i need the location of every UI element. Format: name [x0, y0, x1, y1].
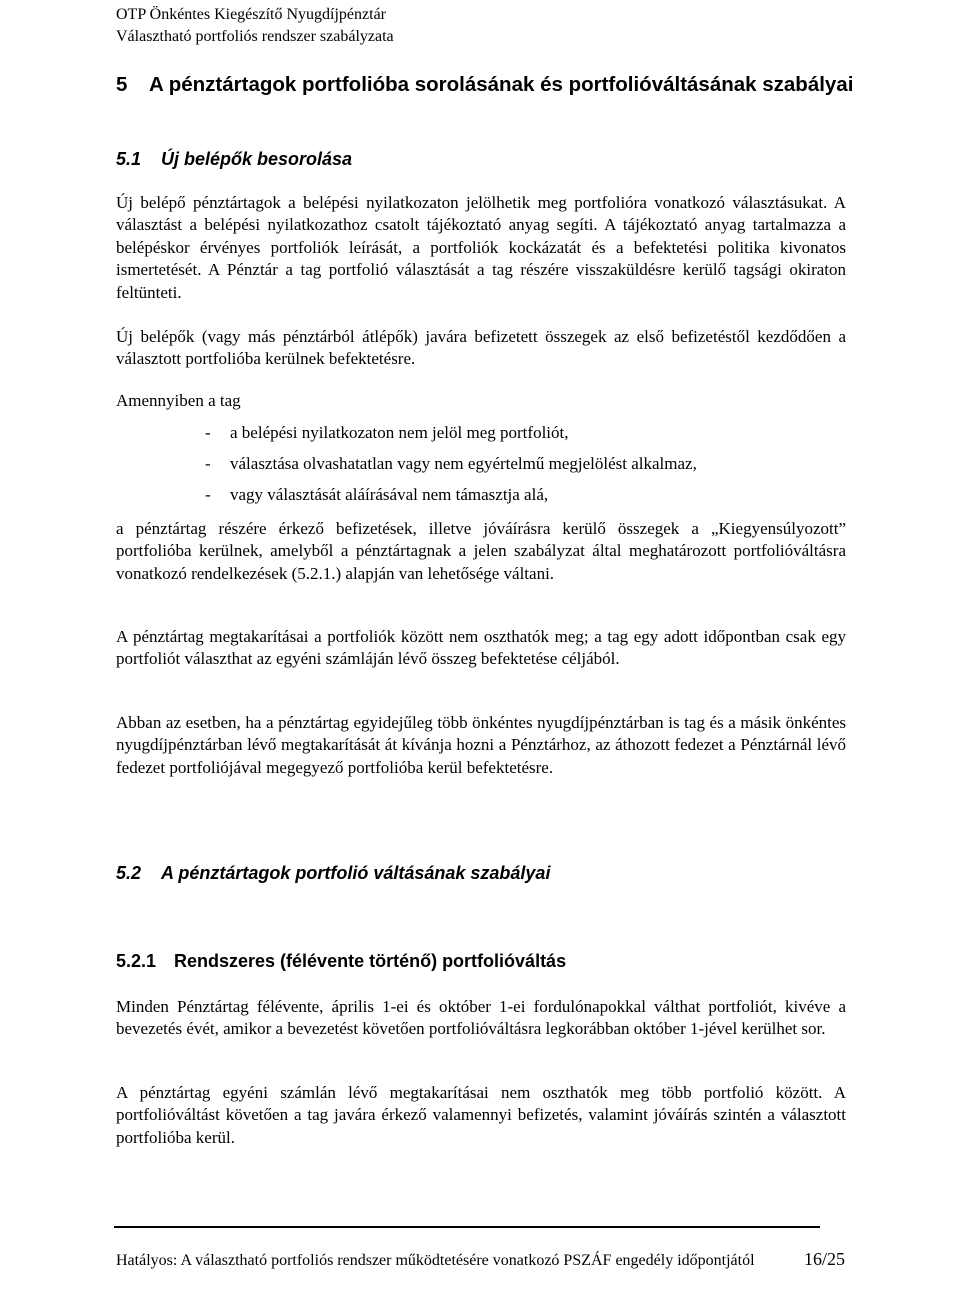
paragraph: A pénztártag megtakarításai a portfoliók között nem oszthatók meg; a tag egy adott időpontban csak egy portfoliót választhat az egyéni számláján lévő összeg befektetése céljából. [116, 627, 846, 669]
section-title: Rendszeres (félévente történő) portfolióváltás [174, 951, 567, 971]
paragraph: A pénztártag egyéni számlán lévő megtakarításai nem oszthatók meg több portfolió között. A portfolióváltást követően a tag javára érkező valamennyi befizetés, valamint jóváírás szintén a választott portfolióba kerül. [116, 1083, 846, 1147]
list-dash: - [205, 485, 211, 504]
section-5-1-heading [116, 148, 352, 170]
paragraph: a pénztártag részére érkező befizetések, illetve jóváírásra kerülő összegek a „Kiegyensúlyozott” portfolióba kerülnek, amelyből a pénztártagnak a jelen szabályzat által meghatározott portfolióváltásra vonatkozó rendelkezések (5.2.1.) alapján van lehetősége váltani. [116, 519, 846, 583]
header-fund-name: OTP Önkéntes Kiegészítő Nyugdíjpénztár [116, 6, 387, 23]
paragraph: Új belépő pénztártagok a belépési nyilatkozaton jelölhetik meg portfolióra vonatkozó választásukat. A választást a belépési nyilatkozathoz csatolt tájékoztató anyag segíti. A tájékoztató anyag tartalmazza a belépéskor érvényes portfoliók leírását, a portfoliók kockázatát és a befektetési politika kivonatos ismertetését. A Pénztár a tag portfolió választását a tag részére visszaküldésre kerülő tagsági okiraton feltünteti. [116, 193, 846, 302]
section-5-heading [116, 72, 856, 98]
section-title: A pénztártagok portfolió váltásának szabályai [161, 863, 551, 883]
list-item [205, 422, 569, 444]
list-item-text: vagy választását aláírásával nem támasztja alá, [230, 485, 549, 504]
section-number: 5.2.1 [116, 951, 157, 971]
list-item [205, 484, 548, 506]
section-number: 5.2 [116, 863, 142, 883]
paragraph: Új belépők (vagy más pénztárból átlépők) javára befizetett összegek az első befizetéstől kezdődően a választott portfolióba kerülnek befektetésre. [116, 327, 846, 369]
footer-effective-note: Hatályos: A választható portfoliós rendszer működtetésére vonatkozó PSZÁF engedély időpontjától [116, 1252, 755, 1269]
footer-divider [114, 1226, 820, 1228]
section-title: A pénztártagok portfolióba sorolásának és portfolióváltásának szabályai [149, 73, 854, 96]
section-title: Új belépők besorolása [161, 149, 353, 169]
list-item-text: a belépési nyilatkozaton nem jelöl meg portfoliót, [230, 423, 569, 442]
section-5-2-1-heading [116, 950, 566, 972]
list-dash: - [205, 454, 211, 473]
page-number: 16/25 [804, 1249, 846, 1269]
running-header [116, 4, 394, 48]
paragraph: Abban az esetben, ha a pénztártag egyidejűleg több önkéntes nyugdíjpénztárban is tag és a másik önkéntes nyugdíjpénztárban lévő megtakarítását át kívánja hozni a Pénztárhoz, az áthozott fedezet a Pénztárnál lévő fedezet portfoliójával megegyező portfolióba kerül befektetésre. [116, 713, 846, 777]
section-5-2-heading [116, 862, 550, 884]
list-item [205, 453, 697, 475]
paragraph: Minden Pénztártag félévente, április 1-ei és október 1-ei fordulónapokkal válthat portfoliót, kivéve a bevezetés évét, amikor a bevezetést követően portfolióváltásra legkorábban október 1-jével kerülhet sor. [116, 997, 846, 1039]
section-number: 5 [116, 73, 128, 96]
paragraph: Amennyiben a tag [116, 391, 241, 410]
list-dash: - [205, 423, 211, 442]
list-item-text: választása olvashatatlan vagy nem egyértelmű megjelölést alkalmaz, [230, 454, 697, 473]
header-document-title: Választható portfoliós rendszer szabályzata [116, 28, 394, 45]
section-number: 5.1 [116, 149, 142, 169]
